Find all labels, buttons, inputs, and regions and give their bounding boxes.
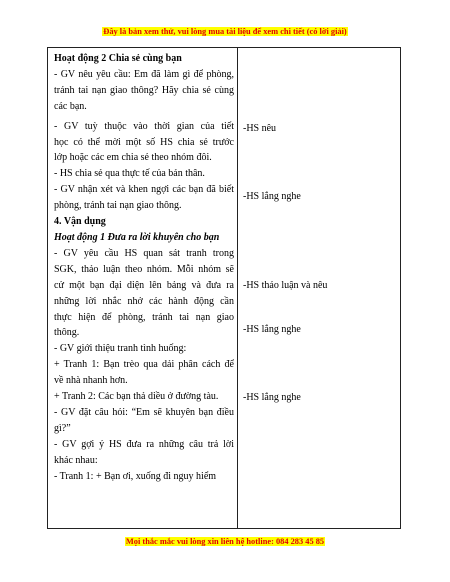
paragraph-line: cử một bạn đại diện lên bảng và đưa ra — [54, 279, 234, 291]
paragraph-line: những lời nhắc nhở các hành động cần — [54, 295, 234, 307]
column-divider — [237, 48, 238, 528]
paragraph-line: lớp hoặc các em chia sẻ theo nhóm đôi. — [54, 152, 212, 164]
paragraph-line: + Tranh 1: Bạn trèo qua dải phân cách để — [54, 359, 234, 371]
paragraph-line: SGK, thảo luận theo nhóm. Mỗi nhóm sẽ — [54, 263, 234, 275]
paragraph-line: các bạn. — [54, 100, 87, 112]
student-response: -HS thảo luận và nêu — [243, 280, 328, 291]
student-response: -HS lắng nghe — [243, 191, 301, 202]
activity-1-title: Hoạt động 1 Đưa ra lời khuyên cho bạn — [54, 231, 220, 243]
lesson-table — [47, 47, 401, 529]
paragraph-line: - GV gợi ý HS đưa ra những câu trả lời — [54, 438, 234, 450]
hotline-banner — [0, 537, 450, 546]
paragraph-line: thông. — [54, 327, 80, 339]
preview-notice-banner — [0, 27, 450, 36]
paragraph-line: - Tranh 1: + Bạn ơi, xuống đi nguy hiểm — [54, 470, 217, 482]
paragraph-line: + Tranh 2: Các bạn thả diều ở đường tàu. — [54, 391, 219, 403]
paragraph-line: phòng, tránh tai nạn giao thông. — [54, 200, 182, 212]
paragraph-line: khác nhau: — [54, 454, 98, 466]
section-4-title: 4. Vận dụng — [54, 216, 106, 228]
preview-notice-text: Đây là bản xem thử, vui lòng mua tài liệu để xem chi tiết (có lời giải) — [103, 27, 347, 36]
paragraph-line: - GV nhận xét và khen ngợi các bạn đã biết — [54, 184, 234, 196]
paragraph-line: về nhà nhanh hơn. — [54, 375, 128, 387]
paragraph-line: - GV yêu cầu HS quan sát tranh trong — [54, 247, 234, 259]
student-response: -HS lắng nghe — [243, 324, 301, 335]
paragraph-line: gì?” — [54, 422, 71, 434]
paragraph-line: - GV tuỳ thuộc vào thời gian của tiết — [54, 120, 234, 132]
paragraph-line: tránh tai nạn giao thông? Hãy chia sẻ cùng — [54, 84, 234, 96]
paragraph-line: học có thể mời một số HS chia sẻ trước — [54, 136, 234, 148]
hotline-text: Mọi thắc mắc vui lòng xin liên hệ hotline: 084 283 45 85 — [125, 537, 325, 546]
paragraph-line: - GV đặt câu hỏi: “Em sẽ khuyên bạn điều — [54, 406, 234, 418]
paragraph-line: - GV giới thiệu tranh tình huống: — [54, 343, 187, 355]
student-response: -HS nêu — [243, 123, 277, 134]
student-response: -HS lắng nghe — [243, 392, 301, 403]
paragraph-line: thực hiện để phòng, tránh tai nạn giao — [54, 311, 234, 323]
teacher-activities-column — [54, 51, 234, 484]
activity-2-title: Hoạt động 2 Chia sẻ cùng bạn — [54, 53, 182, 64]
paragraph-line: - HS chia sẻ qua thực tế của bản thân. — [54, 168, 205, 180]
paragraph-line: - GV nêu yêu cầu: Em đã làm gì để phòng, — [54, 68, 234, 80]
